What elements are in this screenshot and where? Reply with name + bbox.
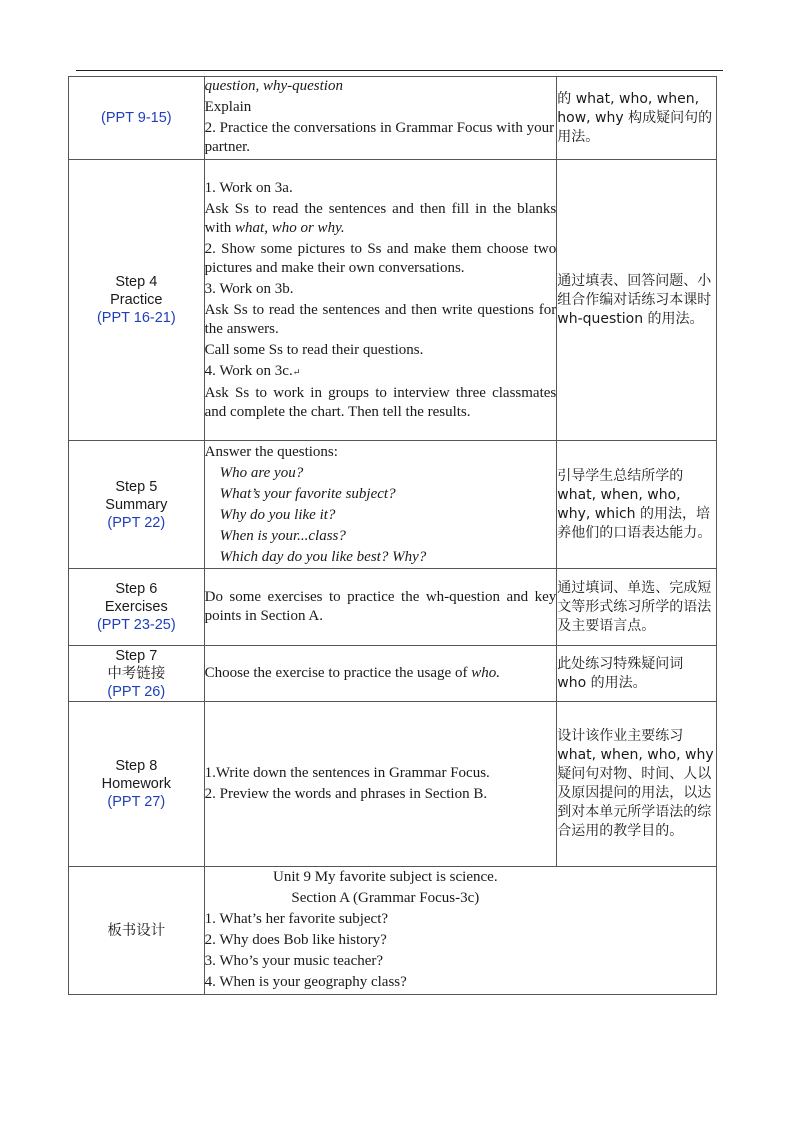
board-line: 4. When is your geography class? xyxy=(204,974,407,990)
note-cell xyxy=(557,569,717,646)
content-cell xyxy=(204,441,557,569)
content-line: Call some Ss to read their questions. xyxy=(204,341,424,358)
lesson-plan-table xyxy=(68,76,717,995)
step-title: Practice xyxy=(110,292,163,308)
note-text: 设计该作业主要练习 what, when, who, why 疑问句对物、时间、人以及原因提问的用法，以达到对本单元所学语法的综合运用的教学目的。 xyxy=(557,728,714,839)
step-number: Step 7 xyxy=(115,647,158,664)
board-title: Unit 9 My favorite subject is science. xyxy=(273,869,498,885)
content-line: 1.Write down the sentences in Grammar Focus. xyxy=(204,765,490,781)
note-text: 引导学生总结所学的 what, when, who, why, which 的用法，培养他们的口语表达能力。 xyxy=(557,467,712,541)
ppt-reference: (PPT 16-21) xyxy=(96,310,176,326)
content-line: Who are you? xyxy=(219,464,304,481)
table-row xyxy=(69,867,717,995)
content-cell xyxy=(204,702,557,867)
content-line: Ask Ss to read the sentences and then write questions for the answers. xyxy=(204,301,557,337)
board-line: 3. Who’s your music teacher? xyxy=(204,953,384,969)
board-subtitle: Section A (Grammar Focus-3c) xyxy=(291,890,480,906)
step-cell xyxy=(69,867,205,995)
board-line: 2. Why does Bob like history? xyxy=(204,932,387,948)
step-cell xyxy=(69,702,205,867)
ppt-reference: (PPT 22) xyxy=(107,514,166,531)
step-number: Step 6 xyxy=(115,581,158,597)
step-number: Step 5 xyxy=(115,478,158,495)
content-line: Which day do you like best? Why? xyxy=(219,548,427,565)
note-text: 的 what, who, when, how, why 构成疑问句的用法。 xyxy=(557,90,713,145)
ppt-reference: (PPT 23-25) xyxy=(96,617,176,633)
board-design-title: 板书设计 xyxy=(107,922,166,939)
content-line: Ask Ss to read the sentences and then fill in the blanks with what, who or why. xyxy=(204,200,557,236)
content-cell xyxy=(204,77,557,160)
note-cell xyxy=(557,77,717,160)
step-number: Step 4 xyxy=(115,274,158,290)
content-line: 4. Work on 3c.↵ xyxy=(204,362,301,379)
step-title: Homework xyxy=(101,776,171,792)
table-row xyxy=(69,441,717,569)
content-line: Ask Ss to work in groups to interview three classmates and complete the chart. Then tell the results. xyxy=(204,384,557,420)
content-cell xyxy=(204,160,557,441)
table-row xyxy=(69,77,717,160)
table-row xyxy=(69,569,717,646)
step-cell xyxy=(69,646,205,702)
step-title: Exercises xyxy=(104,599,168,615)
content-line: Choose the exercise to practice the usage of who. xyxy=(204,665,500,681)
content-line: What’s your favorite subject? xyxy=(219,485,396,502)
step-cell xyxy=(69,441,205,569)
note-cell xyxy=(557,702,717,867)
content-line: Explain xyxy=(204,99,252,115)
content-line: Do some exercises to practice the wh-question and key points in Section A. xyxy=(204,589,557,624)
return-mark: ↵ xyxy=(292,366,301,377)
content-cell xyxy=(204,569,557,646)
step-number: Step 8 xyxy=(115,758,158,774)
table-row xyxy=(69,160,717,441)
note-cell xyxy=(557,441,717,569)
note-text: 通过填词、单选、完成短文等形式练习所学的语法及主要语言点。 xyxy=(557,579,712,634)
content-line: When is your...class? xyxy=(219,527,346,544)
board-line: 1. What’s her favorite subject? xyxy=(204,911,389,927)
content-line: 3. Work on 3b. xyxy=(204,280,294,297)
header-rule xyxy=(76,70,723,71)
table-row xyxy=(69,702,717,867)
note-text: 通过填表、回答问题、小组合作编对话练习本课时 wh-question 的用法。 xyxy=(557,272,712,327)
content-line: Answer the questions: xyxy=(204,443,338,460)
step-cell xyxy=(69,160,205,441)
content-line: Why do you like it? xyxy=(219,506,336,523)
step-title: Summary xyxy=(105,496,168,513)
content-line: 1. Work on 3a. xyxy=(204,179,293,196)
board-content-cell xyxy=(204,867,716,995)
ppt-reference: (PPT 26) xyxy=(107,683,166,700)
note-cell xyxy=(557,646,717,702)
content-line: 2. Preview the words and phrases in Section B. xyxy=(204,786,488,802)
content-line: question, why-question xyxy=(204,78,343,94)
ppt-reference: (PPT 27) xyxy=(107,794,166,810)
table-row xyxy=(69,646,717,702)
step-cell xyxy=(69,77,205,160)
content-cell xyxy=(204,646,557,702)
content-line: 2. Practice the conversations in Grammar Focus with your partner. xyxy=(204,120,555,155)
note-text: 此处练习特殊疑问词 who 的用法。 xyxy=(557,655,684,691)
step-title: 中考链接 xyxy=(107,665,166,682)
ppt-reference: (PPT 9-15) xyxy=(100,110,172,126)
content-line: 2. Show some pictures to Ss and make them choose two pictures and make their own conversations. xyxy=(204,240,557,276)
step-cell xyxy=(69,569,205,646)
note-cell xyxy=(557,160,717,441)
